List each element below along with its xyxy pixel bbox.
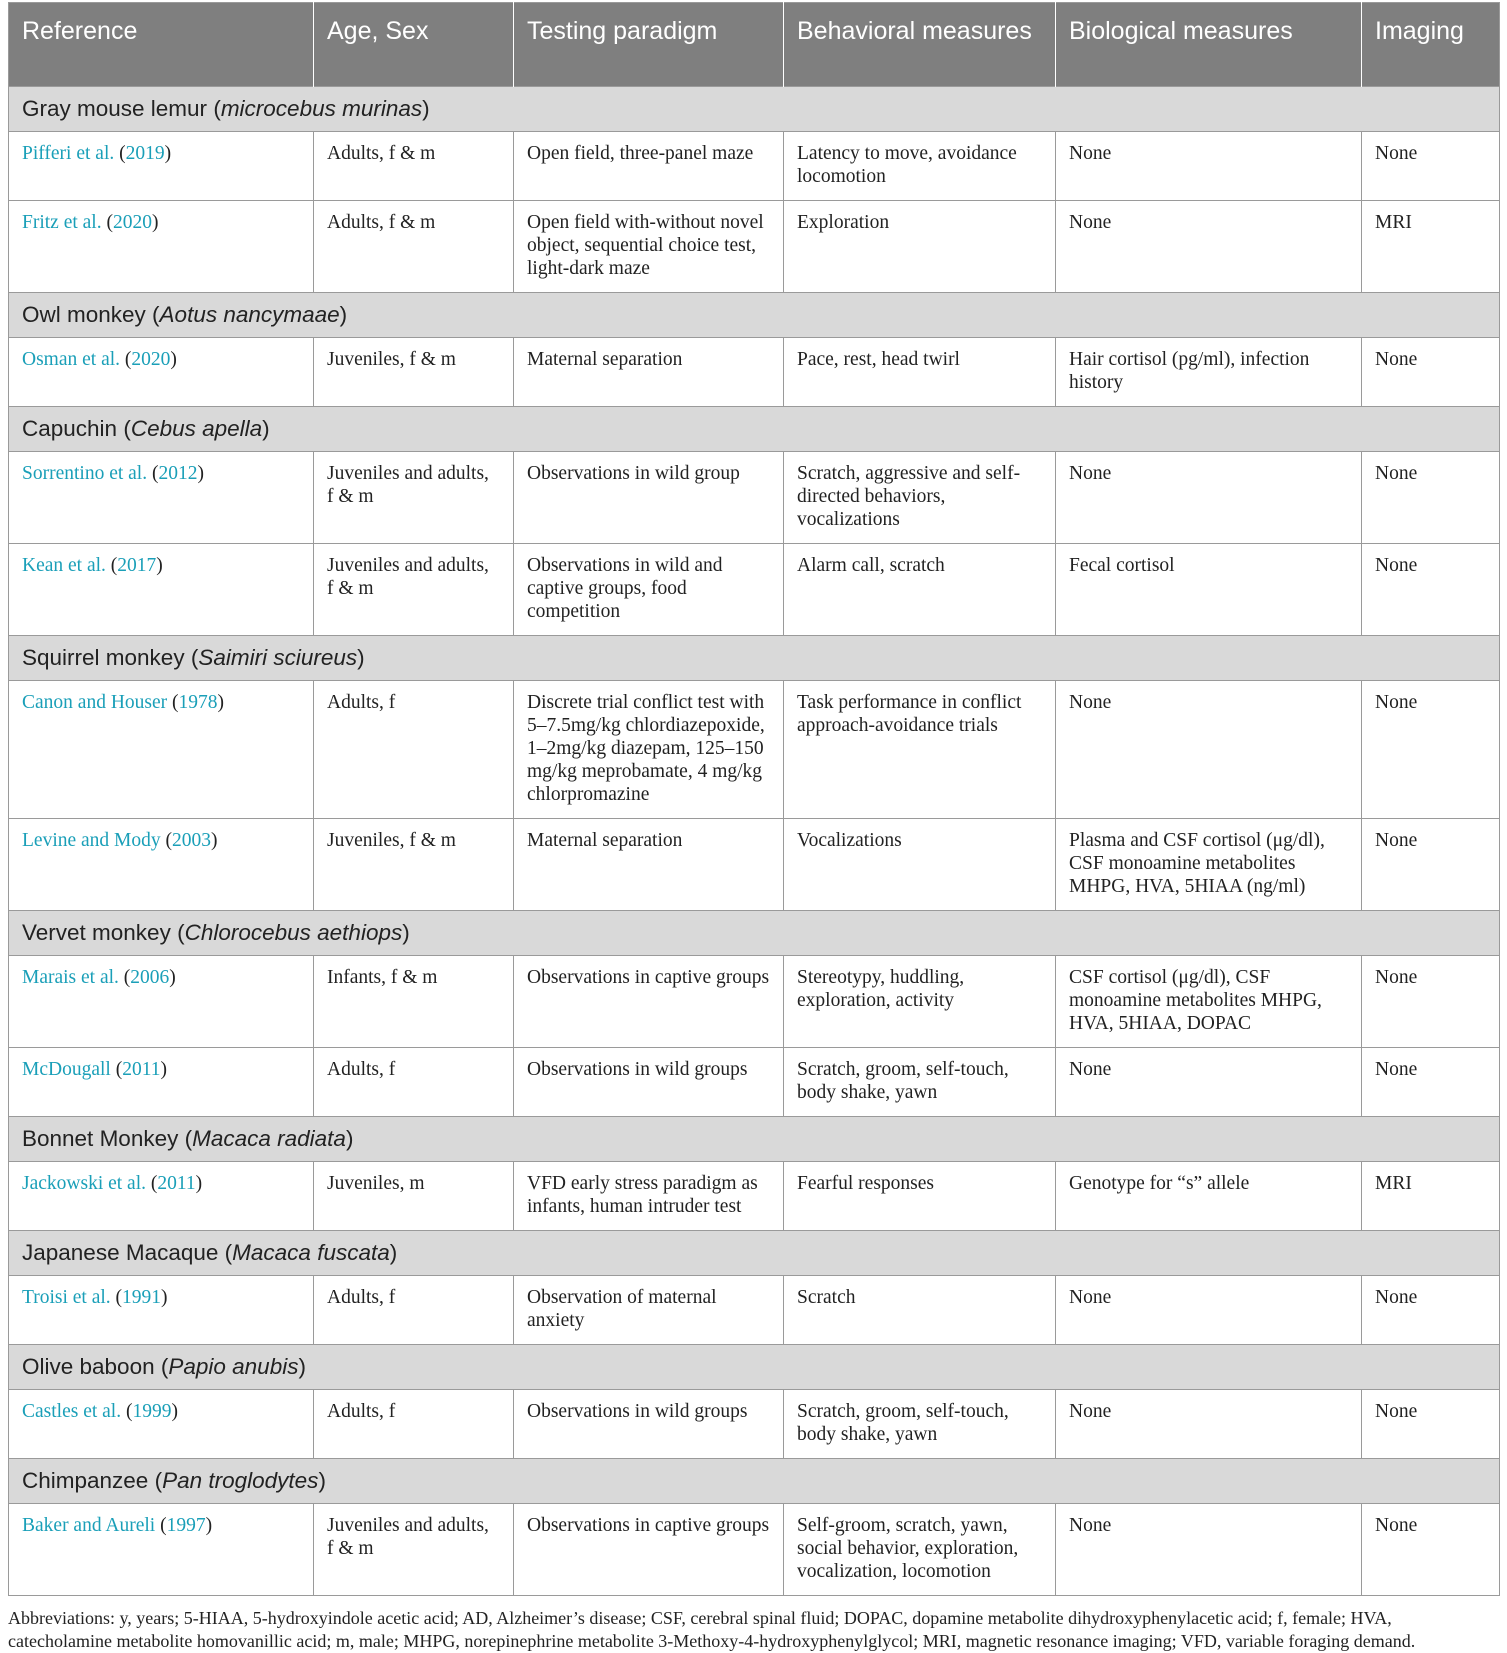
table-row <box>9 681 1500 819</box>
species-latin-name: Saimiri sciureus <box>198 645 358 670</box>
cell-age-sex: Adults, f & m <box>314 132 514 201</box>
reference-year-link[interactable]: 1999 <box>132 1401 172 1422</box>
reference-link[interactable]: Baker and Aureli <box>22 1515 156 1536</box>
species-common-name: Capuchin <box>22 416 118 441</box>
cell-biological-measures: None <box>1056 1504 1362 1596</box>
cell-age-sex: Juveniles, f & m <box>314 819 514 911</box>
cell-behavioral-measures: Latency to move, avoidance locomotion <box>784 132 1056 201</box>
reference-link[interactable]: McDougall <box>22 1059 111 1080</box>
species-group-row <box>9 911 1500 956</box>
species-group-label: Squirrel monkey (Saimiri sciureus) <box>9 636 1500 681</box>
cell-biological-measures: None <box>1056 1390 1362 1459</box>
reference-link[interactable]: Kean et al. <box>22 555 106 576</box>
species-latin-name: Macaca radiata <box>192 1126 346 1151</box>
cell-behavioral-measures: Scratch, aggressive and self-directed behaviors, vocalizations <box>784 452 1056 544</box>
cell-reference: Marais et al. (2006) <box>9 956 314 1048</box>
cell-testing-paradigm: Observations in captive groups <box>514 1504 784 1596</box>
cell-testing-paradigm: Open field with-without novel object, sequential choice test, light-dark maze <box>514 201 784 293</box>
cell-reference: Pifferi et al. (2019) <box>9 132 314 201</box>
cell-biological-measures: None <box>1056 681 1362 819</box>
cell-reference: Levine and Mody (2003) <box>9 819 314 911</box>
species-group-label: Owl monkey (Aotus nancymaae) <box>9 293 1500 338</box>
species-common-name: Chimpanzee <box>22 1468 149 1493</box>
reference-year-link[interactable]: 2011 <box>122 1059 161 1080</box>
reference-link[interactable]: Osman et al. <box>22 349 121 370</box>
table-row <box>9 132 1500 201</box>
cell-reference: Canon and Houser (1978) <box>9 681 314 819</box>
cell-testing-paradigm: Maternal separation <box>514 338 784 407</box>
header-reference: Reference <box>9 3 314 87</box>
reference-year-link[interactable]: 2011 <box>157 1173 196 1194</box>
reference-link[interactable]: Sorrentino et al. <box>22 463 148 484</box>
species-latin-name: Cebus apella <box>130 416 263 441</box>
cell-behavioral-measures: Scratch, groom, self-touch, body shake, yawn <box>784 1390 1056 1459</box>
species-group-row <box>9 1231 1500 1276</box>
cell-testing-paradigm: Observations in wild groups <box>514 1390 784 1459</box>
cell-age-sex: Adults, f <box>314 1276 514 1345</box>
cell-imaging: None <box>1362 452 1500 544</box>
species-common-name: Bonnet Monkey <box>22 1126 179 1151</box>
reference-year-link[interactable]: 1978 <box>178 692 218 713</box>
cell-reference: Baker and Aureli (1997) <box>9 1504 314 1596</box>
table-row <box>9 544 1500 636</box>
table-row <box>9 201 1500 293</box>
cell-biological-measures: None <box>1056 1276 1362 1345</box>
cell-behavioral-measures: Pace, rest, head twirl <box>784 338 1056 407</box>
cell-testing-paradigm: Observation of maternal anxiety <box>514 1276 784 1345</box>
species-group-row <box>9 1345 1500 1390</box>
cell-testing-paradigm: Observations in wild groups <box>514 1048 784 1117</box>
cell-imaging: MRI <box>1362 201 1500 293</box>
species-common-name: Squirrel monkey <box>22 645 185 670</box>
cell-testing-paradigm: Maternal separation <box>514 819 784 911</box>
cell-behavioral-measures: Exploration <box>784 201 1056 293</box>
cell-age-sex: Adults, f <box>314 681 514 819</box>
species-group-label: Bonnet Monkey (Macaca radiata) <box>9 1117 1500 1162</box>
cell-behavioral-measures: Stereotypy, huddling, exploration, activity <box>784 956 1056 1048</box>
table-row <box>9 1504 1500 1596</box>
table-row <box>9 452 1500 544</box>
reference-year-link[interactable]: 2020 <box>112 212 152 233</box>
cell-imaging: None <box>1362 956 1500 1048</box>
table-row <box>9 1276 1500 1345</box>
cell-imaging: None <box>1362 132 1500 201</box>
species-latin-name: Macaca fuscata <box>232 1240 390 1265</box>
reference-year-link[interactable]: 2006 <box>130 967 170 988</box>
reference-link[interactable]: Troisi et al. <box>22 1287 111 1308</box>
cell-reference: Fritz et al. (2020) <box>9 201 314 293</box>
header-testing-paradigm: Testing paradigm <box>514 3 784 87</box>
cell-behavioral-measures: Self-groom, scratch, yawn, social behavior, exploration, vocalization, locomotion <box>784 1504 1056 1596</box>
table-row <box>9 1390 1500 1459</box>
cell-age-sex: Juveniles and adults, f & m <box>314 452 514 544</box>
species-common-name: Gray mouse lemur <box>22 96 208 121</box>
table-row <box>9 1162 1500 1231</box>
species-group-row <box>9 407 1500 452</box>
species-common-name: Owl monkey <box>22 302 146 327</box>
cell-reference: McDougall (2011) <box>9 1048 314 1117</box>
reference-year-link[interactable]: 2012 <box>158 463 198 484</box>
cell-testing-paradigm: Observations in wild group <box>514 452 784 544</box>
cell-age-sex: Juveniles and adults, f & m <box>314 1504 514 1596</box>
cell-reference: Sorrentino et al. (2012) <box>9 452 314 544</box>
primate-anxiety-table <box>8 2 1500 1596</box>
cell-behavioral-measures: Scratch, groom, self-touch, body shake, yawn <box>784 1048 1056 1117</box>
reference-link[interactable]: Pifferi et al. <box>22 143 115 164</box>
cell-reference: Jackowski et al. (2011) <box>9 1162 314 1231</box>
table-row <box>9 1048 1500 1117</box>
header-behavioral-measures: Behavioral measures <box>784 3 1056 87</box>
header-age-sex: Age, Sex <box>314 3 514 87</box>
cell-imaging: None <box>1362 681 1500 819</box>
cell-biological-measures: Plasma and CSF cortisol (μg/dl), CSF monoamine metabolites MHPG, HVA, 5HIAA (ng/ml) <box>1056 819 1362 911</box>
cell-behavioral-measures: Vocalizations <box>784 819 1056 911</box>
cell-biological-measures: Fecal cortisol <box>1056 544 1362 636</box>
cell-biological-measures: None <box>1056 132 1362 201</box>
table-row <box>9 956 1500 1048</box>
cell-age-sex: Adults, f <box>314 1048 514 1117</box>
cell-age-sex: Adults, f & m <box>314 201 514 293</box>
species-group-row <box>9 1459 1500 1504</box>
cell-biological-measures: None <box>1056 201 1362 293</box>
species-latin-name: Chlorocebus aethiops <box>184 920 403 945</box>
reference-year-link[interactable]: 2020 <box>131 349 171 370</box>
cell-imaging: MRI <box>1362 1162 1500 1231</box>
cell-age-sex: Juveniles and adults, f & m <box>314 544 514 636</box>
table-container <box>8 2 1499 1653</box>
cell-testing-paradigm: Open field, three-panel maze <box>514 132 784 201</box>
table-body <box>9 87 1500 1596</box>
species-common-name: Japanese Macaque <box>22 1240 219 1265</box>
cell-biological-measures: Genotype for “s” allele <box>1056 1162 1362 1231</box>
cell-imaging: None <box>1362 819 1500 911</box>
species-group-row <box>9 1117 1500 1162</box>
reference-link[interactable]: Canon and Houser <box>22 692 168 713</box>
cell-testing-paradigm: Observations in wild and captive groups, food competition <box>514 544 784 636</box>
reference-year-link[interactable]: 2019 <box>125 143 165 164</box>
species-latin-name: Pan troglodytes <box>162 1468 319 1493</box>
cell-age-sex: Juveniles, f & m <box>314 338 514 407</box>
reference-link[interactable]: Fritz et al. <box>22 212 102 233</box>
cell-imaging: None <box>1362 338 1500 407</box>
cell-imaging: None <box>1362 1504 1500 1596</box>
cell-behavioral-measures: Fearful responses <box>784 1162 1056 1231</box>
cell-imaging: None <box>1362 1048 1500 1117</box>
cell-biological-measures: None <box>1056 452 1362 544</box>
species-latin-name: Papio anubis <box>168 1354 299 1379</box>
species-common-name: Vervet monkey <box>22 920 171 945</box>
table-row <box>9 338 1500 407</box>
species-group-label: Japanese Macaque (Macaca fuscata) <box>9 1231 1500 1276</box>
cell-testing-paradigm: VFD early stress paradigm as infants, human intruder test <box>514 1162 784 1231</box>
reference-link[interactable]: Marais et al. <box>22 967 119 988</box>
cell-biological-measures: CSF cortisol (μg/dl), CSF monoamine metabolites MHPG, HVA, 5HIAA, DOPAC <box>1056 956 1362 1048</box>
cell-reference: Troisi et al. (1991) <box>9 1276 314 1345</box>
footnote: Abbreviations: y, years; 5-HIAA, 5-hydroxyindole acetic acid; AD, Alzheimer’s disease; CSF, cerebral spinal fluid; DOPAC, dopamine metabolite dihydroxyphenylacetic acid; f, female; HVA, catecholamine metabolite homovanillic acid; m, male; MHPG, norepinephrine metabolite 3-Methoxy-4-hydroxyphenylglycol; MRI, magnetic resonance imaging; VFD, variable foraging demand. <box>8 1608 1416 1651</box>
species-group-row <box>9 293 1500 338</box>
cell-behavioral-measures: Alarm call, scratch <box>784 544 1056 636</box>
header-imaging: Imaging <box>1362 3 1500 87</box>
reference-link[interactable]: Castles et al. <box>22 1401 122 1422</box>
cell-behavioral-measures: Scratch <box>784 1276 1056 1345</box>
reference-year-link[interactable]: 2003 <box>172 830 212 851</box>
cell-imaging: None <box>1362 1276 1500 1345</box>
cell-biological-measures: Hair cortisol (pg/ml), infection history <box>1056 338 1362 407</box>
species-latin-name: Aotus nancymaae <box>159 302 340 327</box>
species-group-label: Chimpanzee (Pan troglodytes) <box>9 1459 1500 1504</box>
cell-imaging: None <box>1362 544 1500 636</box>
species-group-row <box>9 636 1500 681</box>
cell-reference: Kean et al. (2017) <box>9 544 314 636</box>
cell-age-sex: Infants, f & m <box>314 956 514 1048</box>
species-group-label: Capuchin (Cebus apella) <box>9 407 1500 452</box>
cell-testing-paradigm: Discrete trial conflict test with 5–7.5mg/kg chlordiazepoxide, 1–2mg/kg diazepam, 125–150 mg/kg meprobamate, 4 mg/kg chlorpromazine <box>514 681 784 819</box>
reference-year-link[interactable]: 2017 <box>117 555 157 576</box>
reference-link[interactable]: Jackowski et al. <box>22 1173 147 1194</box>
cell-age-sex: Adults, f <box>314 1390 514 1459</box>
table-row <box>9 819 1500 911</box>
species-group-label: Gray mouse lemur (microcebus murinas) <box>9 87 1500 132</box>
reference-year-link[interactable]: 1991 <box>122 1287 162 1308</box>
species-group-label: Olive baboon (Papio anubis) <box>9 1345 1500 1390</box>
header-row <box>9 3 1500 87</box>
reference-link[interactable]: Levine and Mody <box>22 830 161 851</box>
header-biological-measures: Biological measures <box>1056 3 1362 87</box>
cell-reference: Osman et al. (2020) <box>9 338 314 407</box>
species-common-name: Olive baboon <box>22 1354 155 1379</box>
cell-reference: Castles et al. (1999) <box>9 1390 314 1459</box>
cell-biological-measures: None <box>1056 1048 1362 1117</box>
cell-behavioral-measures: Task performance in conflict approach-avoidance trials <box>784 681 1056 819</box>
species-latin-name: microcebus murinas <box>220 96 423 121</box>
reference-year-link[interactable]: 1997 <box>166 1515 206 1536</box>
cell-testing-paradigm: Observations in captive groups <box>514 956 784 1048</box>
species-group-row <box>9 87 1500 132</box>
species-group-label: Vervet monkey (Chlorocebus aethiops) <box>9 911 1500 956</box>
cell-age-sex: Juveniles, m <box>314 1162 514 1231</box>
cell-imaging: None <box>1362 1390 1500 1459</box>
